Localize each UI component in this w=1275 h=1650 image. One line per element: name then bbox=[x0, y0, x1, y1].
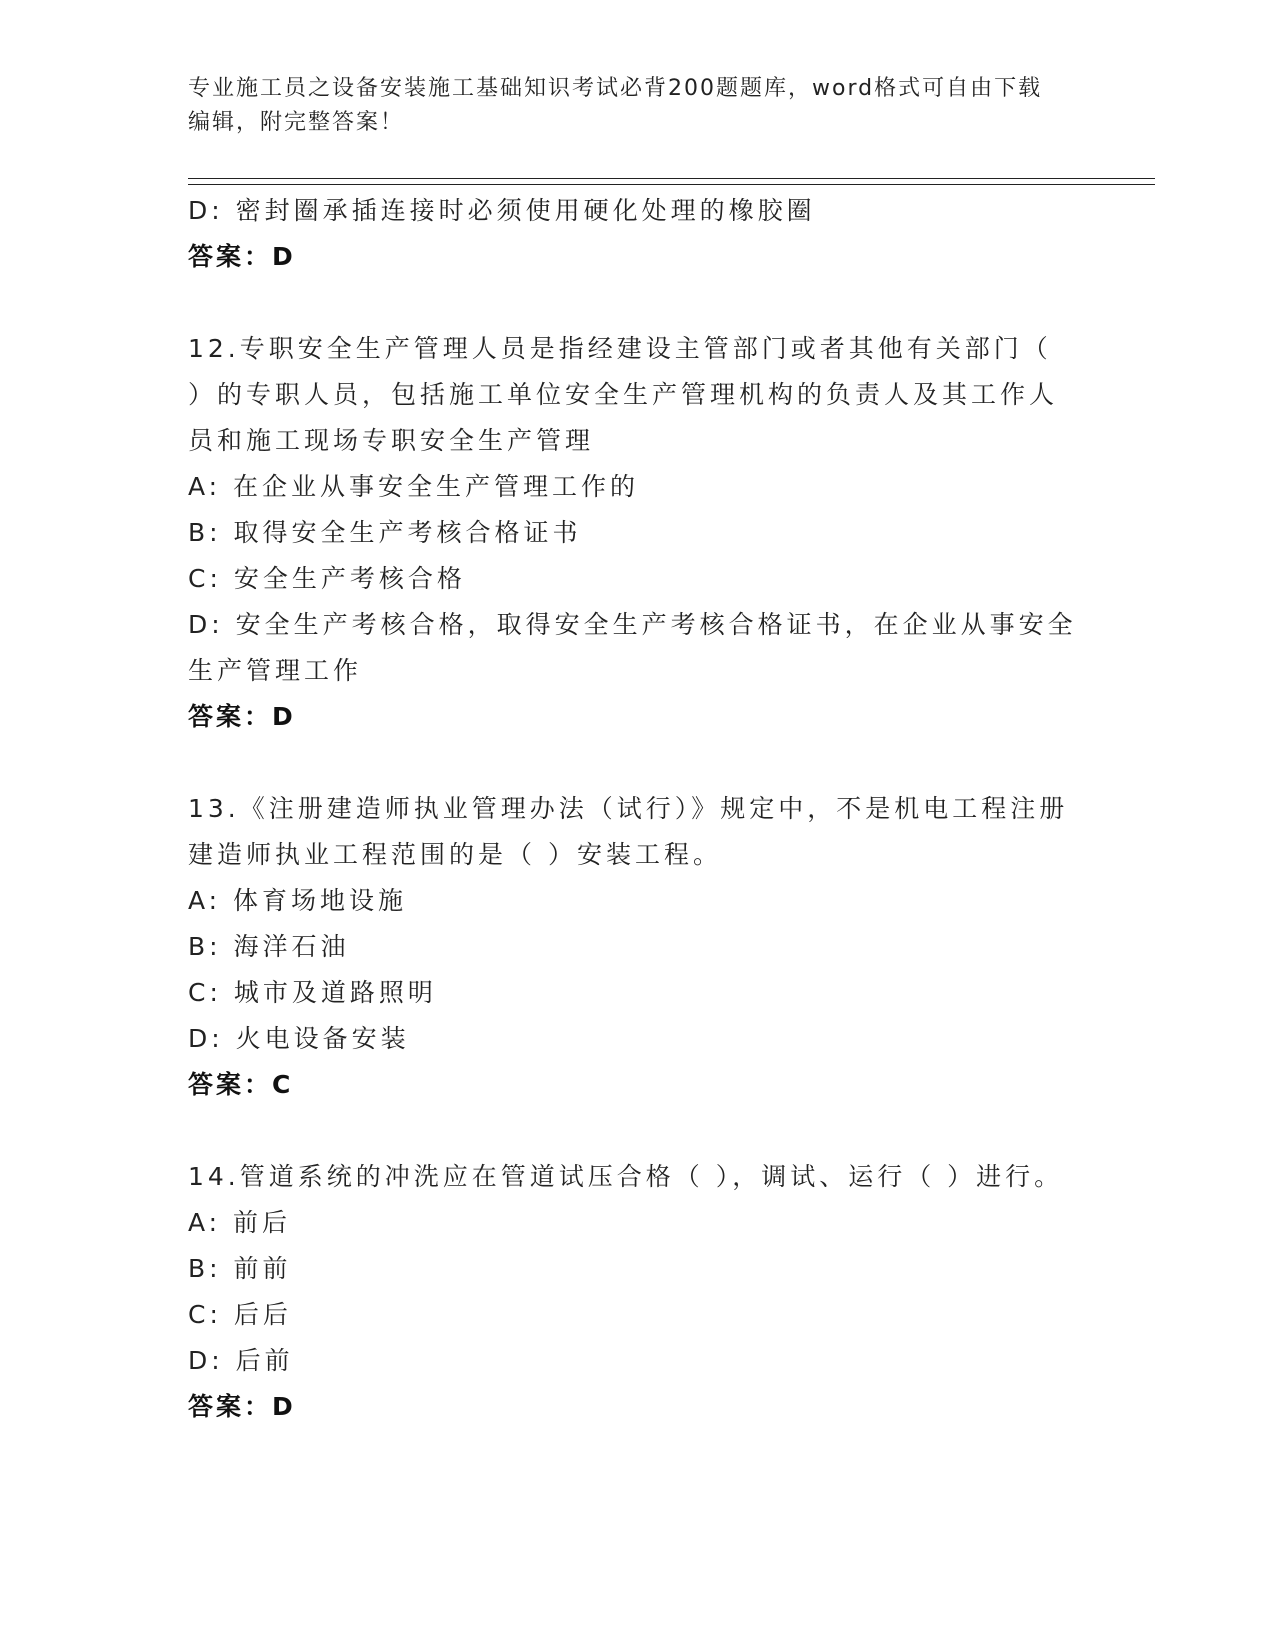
spacer bbox=[188, 1108, 1088, 1154]
option-d-continued: 生产管理工作 bbox=[188, 656, 363, 685]
header-line-2: 编辑，附完整答案！ bbox=[188, 110, 405, 135]
option-c: C: 城市及道路照明 bbox=[188, 978, 437, 1007]
option-d: D: 火电设备安装 bbox=[188, 1024, 410, 1053]
option-d: D: 安全生产考核合格，取得安全生产考核合格证书，在企业从事安全 bbox=[188, 610, 1077, 639]
question-text: 12.专职安全生产管理人员是指经建设主管部门或者其他有关部门（ bbox=[188, 334, 1052, 363]
question-text: 建造师执业工程范围的是（ ）安装工程。 bbox=[188, 840, 722, 869]
spacer bbox=[188, 740, 1088, 786]
option-a: A: 在企业从事安全生产管理工作的 bbox=[188, 472, 640, 501]
header-line-1: 专业施工员之设备安装施工基础知识考试必背200题题库，word格式可自由下载 bbox=[188, 76, 1043, 101]
question-block-11 bbox=[188, 188, 1088, 280]
question-text: ）的专职人员，包括施工单位安全生产管理机构的负责人及其工作人 bbox=[188, 380, 1059, 409]
option-c: C: 安全生产考核合格 bbox=[188, 564, 466, 593]
page-header bbox=[188, 72, 1088, 140]
question-text: 14.管道系统的冲洗应在管道试压合格（ ），调试、运行（ ）进行。 bbox=[188, 1162, 1064, 1191]
header-divider bbox=[188, 178, 1155, 185]
answer-label: 答案：D bbox=[188, 1392, 296, 1421]
question-text: 13.《注册建造师执业管理办法（试行）》规定中，不是机电工程注册 bbox=[188, 794, 1069, 823]
answer-label: 答案：D bbox=[188, 702, 296, 731]
option-d: D: 后前 bbox=[188, 1346, 294, 1375]
question-block-12 bbox=[188, 326, 1088, 740]
option-a: A: 前后 bbox=[188, 1208, 292, 1237]
option-b: B: 海洋石油 bbox=[188, 932, 350, 961]
option-b: B: 取得安全生产考核合格证书 bbox=[188, 518, 582, 547]
question-block-14 bbox=[188, 1154, 1088, 1430]
option-a: A: 体育场地设施 bbox=[188, 886, 408, 915]
question-content bbox=[188, 188, 1088, 1430]
option-d: D: 密封圈承插连接时必须使用硬化处理的橡胶圈 bbox=[188, 196, 816, 225]
answer-label: 答案：D bbox=[188, 242, 296, 271]
question-text: 员和施工现场专职安全生产管理 bbox=[188, 426, 595, 455]
option-c: C: 后后 bbox=[188, 1300, 292, 1329]
spacer bbox=[188, 280, 1088, 326]
question-block-13 bbox=[188, 786, 1088, 1108]
answer-label: 答案：C bbox=[188, 1070, 294, 1099]
option-b: B: 前前 bbox=[188, 1254, 292, 1283]
